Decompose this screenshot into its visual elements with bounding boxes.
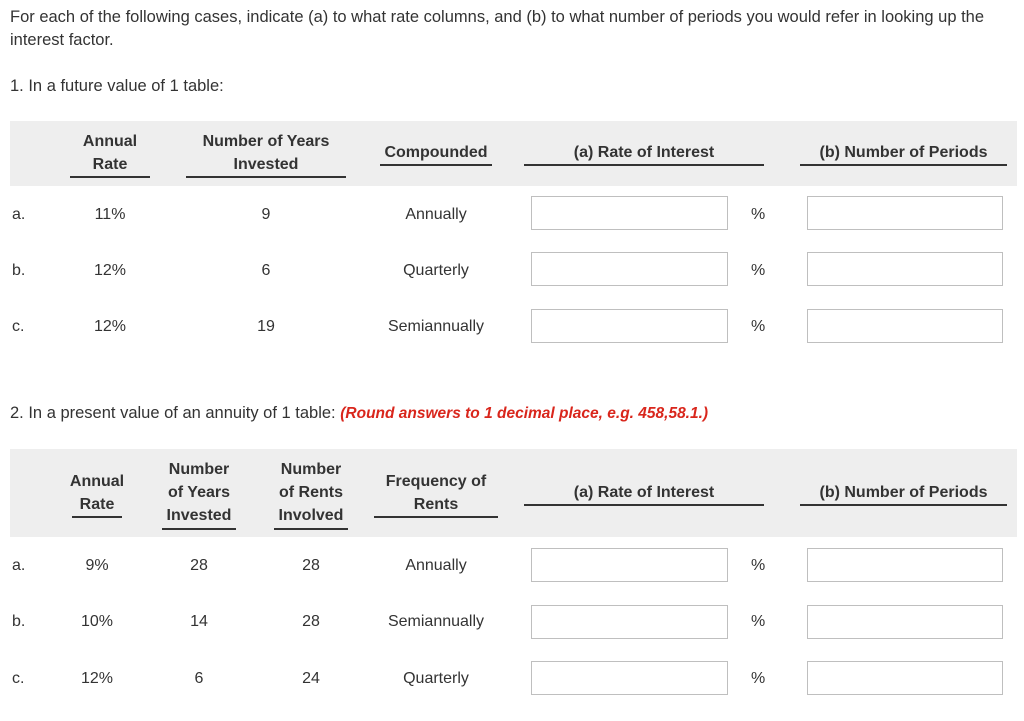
part1-heading: 1. In a future value of 1 table: xyxy=(10,77,224,95)
rents-involved: 28 xyxy=(302,557,320,574)
percent-sign: % xyxy=(751,557,766,574)
annual-rate: 9% xyxy=(85,557,109,574)
row-letter: b. xyxy=(12,262,26,279)
number-of-periods-input[interactable] xyxy=(807,196,1003,230)
years-invested: 28 xyxy=(190,557,208,574)
underline xyxy=(524,164,764,166)
annual-rate: 10% xyxy=(80,613,114,630)
col-number-of-periods: (b) Number of Periods xyxy=(819,484,988,501)
row-letter: a. xyxy=(12,206,26,223)
col-frequency-of-rents: Frequency of Rents xyxy=(385,473,487,513)
compounded: Quarterly xyxy=(403,262,469,279)
rents-involved: 28 xyxy=(302,613,320,630)
rate-of-interest-input[interactable] xyxy=(531,309,728,343)
underline xyxy=(274,528,348,530)
col-compounded: Compounded xyxy=(380,141,492,166)
col-rents-involved: Number of Rents Involved xyxy=(278,461,344,524)
number-of-periods-input[interactable] xyxy=(807,309,1003,343)
rate-of-interest-input[interactable] xyxy=(531,548,728,582)
rate-of-interest-input[interactable] xyxy=(531,252,728,286)
years-invested: 6 xyxy=(194,670,204,687)
underline xyxy=(162,528,236,530)
percent-sign: % xyxy=(751,206,766,223)
underline xyxy=(800,164,1007,166)
underline xyxy=(70,176,150,178)
compounded: Annually xyxy=(405,206,467,223)
col-years-invested: Number of Years Invested xyxy=(166,461,232,524)
compounded: Semiannually xyxy=(387,318,485,335)
col-rate-of-interest: (a) Rate of Interest xyxy=(573,144,715,161)
row-letter: c. xyxy=(12,318,25,335)
rounding-note: (Round answers to 1 decimal place, e.g. 458,58.1.) xyxy=(340,405,709,422)
years-invested: 6 xyxy=(261,262,271,279)
frequency-of-rents: Semiannually xyxy=(387,613,485,630)
underline xyxy=(524,504,764,506)
percent-sign: % xyxy=(751,670,766,687)
years-invested: 14 xyxy=(190,613,208,630)
row-letter: a. xyxy=(12,557,26,574)
col-annual-rate: Annual Rate xyxy=(69,473,125,513)
number-of-periods-input[interactable] xyxy=(807,548,1003,582)
number-of-periods-input[interactable] xyxy=(807,661,1003,695)
col-annual-rate: Annual Rate xyxy=(82,133,138,173)
number-of-periods-input[interactable] xyxy=(807,252,1003,286)
rate-of-interest-input[interactable] xyxy=(531,605,728,639)
instructions: For each of the following cases, indicate (a) to what rate columns, and (b) to what number of periods you would refer in looking up the interest factor. xyxy=(10,8,985,49)
col-number-of-periods: (b) Number of Periods xyxy=(819,144,988,161)
underline xyxy=(72,516,122,518)
percent-sign: % xyxy=(751,318,766,335)
part2-heading: 2. In a present value of an annuity of 1 table: xyxy=(10,404,336,422)
part2-heading-line xyxy=(10,404,708,423)
col-rate-of-interest: (a) Rate of Interest xyxy=(573,484,715,501)
rate-of-interest-input[interactable] xyxy=(531,196,728,230)
underline xyxy=(374,516,498,518)
part2-table-header xyxy=(10,449,1017,537)
rate-of-interest-input[interactable] xyxy=(531,661,728,695)
col-years-invested: Number of Years Invested xyxy=(202,133,330,173)
number-of-periods-input[interactable] xyxy=(807,605,1003,639)
annual-rate: 12% xyxy=(80,670,114,687)
annual-rate: 12% xyxy=(93,318,127,335)
part1-table-header xyxy=(10,121,1017,186)
percent-sign: % xyxy=(751,613,766,630)
underline xyxy=(800,504,1007,506)
percent-sign: % xyxy=(751,262,766,279)
row-letter: b. xyxy=(12,613,26,630)
years-invested: 19 xyxy=(257,318,275,335)
frequency-of-rents: Quarterly xyxy=(403,670,469,687)
annual-rate: 11% xyxy=(94,206,126,223)
row-letter: c. xyxy=(12,670,25,687)
underline xyxy=(186,176,346,178)
frequency-of-rents: Annually xyxy=(405,557,467,574)
rents-involved: 24 xyxy=(302,670,320,687)
annual-rate: 12% xyxy=(93,262,127,279)
years-invested: 9 xyxy=(261,206,271,223)
